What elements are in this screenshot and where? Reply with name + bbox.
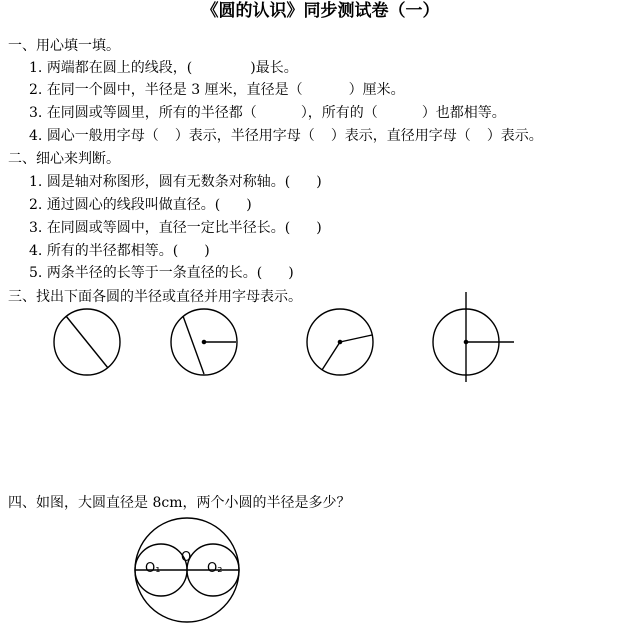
center-dot: [202, 340, 205, 343]
diameter-line: [66, 316, 108, 368]
section-3-heading: 三、找出下面各圆的半径或直径并用字母表示。: [8, 289, 302, 305]
radius-line: [340, 335, 372, 342]
chord-line: [322, 342, 340, 370]
judge-question-3: 3. 在同圆或等圆中，直径一定比半径长。( ): [29, 220, 322, 236]
section-4-heading: 四、如图，大圆直径是 8cm，两个小圆的半径是多少？: [8, 495, 351, 511]
label-o: O: [181, 550, 192, 565]
label-o2: O₂: [207, 561, 223, 576]
fill-question-3: 3. 在同圆或等圆里，所有的半径都（ ），所有的（ ）也都相等。: [29, 105, 506, 121]
page-title: 《圆的认识》同步测试卷（一）: [201, 1, 440, 21]
judge-question-1: 1. 圆是轴对称图形，圆有无数条对称轴。( ): [29, 174, 322, 190]
fill-question-2: 2. 在同一个圆中，半径是 3 厘米，直径是（ ）厘米。: [29, 82, 405, 98]
center-dot: [338, 340, 341, 343]
fill-question-1: 1. 两端都在圆上的线段，( )最长。: [29, 60, 298, 76]
fill-question-4: 4. 圆心一般用字母（ ）表示，半径用字母（ ）表示，直径用字母（ ）表示。: [29, 128, 543, 144]
judge-question-4: 4. 所有的半径都相等。( ): [29, 243, 210, 259]
judge-question-5: 5. 两条半径的长等于一条直径的长。( ): [29, 265, 294, 281]
section-2-heading: 二、细心来判断。: [8, 151, 120, 167]
center-dot: [464, 340, 467, 343]
chord-line: [183, 316, 204, 374]
judge-question-2: 2. 通过圆心的线段叫做直径。( ): [29, 197, 252, 213]
label-o1: O₁: [145, 561, 161, 576]
section-1-heading: 一、用心填一填。: [8, 38, 120, 54]
